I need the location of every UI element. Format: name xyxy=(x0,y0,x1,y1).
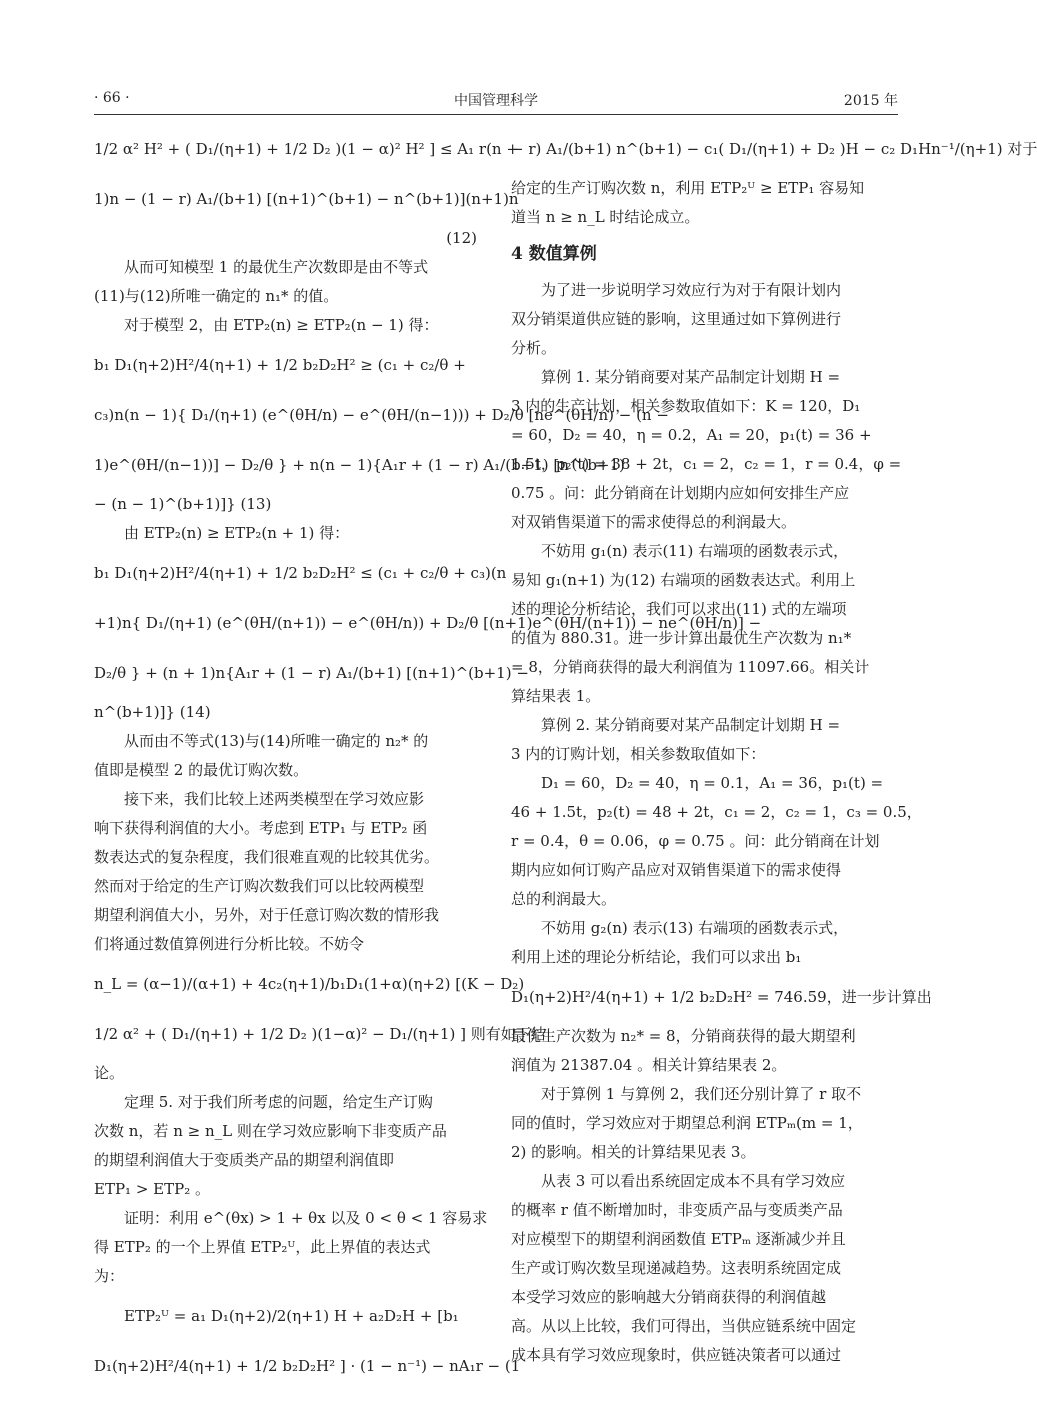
text-line: n^(b+1)]} (14) xyxy=(94,703,211,721)
text-line: 得 ETP₂ 的一个上界值 ETP₂ᵁ，此上界值的表达式 xyxy=(94,1238,431,1256)
text-line: 从而由不等式(13)与(14)所唯一确定的 n₂* 的 xyxy=(124,732,429,750)
text-line: 成本具有学习效应现象时，供应链决策者可以通过 xyxy=(511,1346,842,1364)
text-line: 们将通过数值算例进行分析比较。不妨令 xyxy=(94,935,365,953)
text-line: r = 0.4，θ = 0.06，φ = 0.75 。问：此分销商在计划 xyxy=(511,832,880,850)
text-line: D₂/θ } + (n + 1)n{A₁r + (1 − r) A₁/(b+1) [(n+1)^(b+1) − xyxy=(94,664,529,682)
text-line: 1/2 α² + ( D₁/(η+1) + 1/2 D₂ )(1−α)² − D₁/(η+1) ] 则有如下结 xyxy=(94,1025,546,1043)
text-line: 期望利润值大小，另外，对于任意订购次数的情形我 xyxy=(94,906,440,924)
text-line: 由 ETP₂(n) ≥ ETP₂(n + 1) 得： xyxy=(124,524,350,542)
text-line: 然而对于给定的生产订购次数我们可以比较两模型 xyxy=(94,877,425,895)
text-line: D₁(η+2)H²/4(η+1) + 1/2 b₂D₂H² ] · (1 − n⁻¹) − nA₁r − (1 xyxy=(94,1357,521,1375)
text-line: 述的理论分析结论，我们可以求出(11) 式的左端项 xyxy=(511,600,847,618)
text-line: − (n − 1)^(b+1)]} (13) xyxy=(94,495,272,513)
text-line: 最优生产次数为 n₂* = 8，分销商获得的最大期望利 xyxy=(511,1027,856,1045)
text-line: 同的值时，学习效应对于期望总利润 ETPₘ(m = 1， xyxy=(511,1114,863,1132)
text-line: 1/2 α² H² + ( D₁/(η+1) + 1/2 D₂ )(1 − α)² H² ] ≤ A₁ r(n + xyxy=(94,140,519,158)
text-line: 不妨用 g₁(n) 表示(11) 右端项的函数表示式， xyxy=(541,542,849,560)
text-line: 算例 1. 某分销商要对某产品制定计划期 H = xyxy=(541,368,841,386)
text-line: 算例 2. 某分销商要对某产品制定计划期 H = xyxy=(541,716,841,734)
right-column xyxy=(511,124,1037,1370)
text-line: 1.5t，p₂(t) = 38 + 2t，c₁ = 2，c₂ = 1，r = 0.4，φ = xyxy=(511,455,902,473)
text-line: b₁ D₁(η+2)H²/4(η+1) + 1/2 b₂D₂H² ≤ (c₁ + c₂/θ + c₃)(n xyxy=(94,564,507,582)
text-line: 分析。 xyxy=(511,339,557,357)
journal-title: 中国管理科学 xyxy=(454,93,538,109)
text-line: 的概率 r 值不断增加时，非变质产品与变质类产品 xyxy=(511,1201,843,1219)
text-line: 对双销售渠道下的需求使得总的利润最大。 xyxy=(511,513,797,531)
text-line: 定理 5. 对于我们所考虑的问题，给定生产订购 xyxy=(124,1093,433,1111)
text-line: 响下获得利润值的大小。考虑到 ETP₁ 与 ETP₂ 函 xyxy=(94,819,428,837)
text-line: 2) 的影响。相关的计算结果见表 3。 xyxy=(511,1143,756,1161)
text-line: = 60，D₂ = 40，η = 0.2，A₁ = 20，p₁(t) = 36 + xyxy=(511,426,872,444)
text-line: D₁(η+2)H²/4(η+1) + 1/2 b₂D₂H² = 746.59，进一步计算出 xyxy=(511,988,932,1006)
text-line: 数表达式的复杂程度，我们很难直观的比较其优劣。 xyxy=(94,848,440,866)
text-line: 利用上述的理论分析结论，我们可以求出 b₁ xyxy=(511,948,802,966)
page-number: · 66 · xyxy=(94,90,130,106)
section-heading: 4 数值算例 xyxy=(511,244,597,264)
text-line: 从表 3 可以看出系统固定成本不具有学习效应 xyxy=(541,1172,846,1190)
text-line: 对应模型下的期望利润函数值 ETPₘ 逐渐减少并且 xyxy=(511,1230,846,1248)
text-line: 证明：利用 e^(θx) > 1 + θx 以及 0 < θ < 1 容易求 xyxy=(124,1209,488,1227)
text-line: 接下来，我们比较上述两类模型在学习效应影 xyxy=(124,790,425,808)
text-line: 算结果表 1。 xyxy=(511,687,601,705)
text-line: (12) xyxy=(446,229,477,247)
text-line: 3 内的订购计划，相关参数取值如下： xyxy=(511,745,766,763)
text-line: D₁ = 60，D₂ = 40，η = 0.1，A₁ = 36，p₁(t) = xyxy=(541,774,884,792)
text-line: c₃)n(n − 1){ D₁/(η+1) (e^(θH/n) − e^(θH/(n−1))) + D₂/θ [ne^(θH/n) − (n − xyxy=(94,406,669,424)
running-header xyxy=(94,90,898,110)
text-line: 0.75 。问：此分销商在计划期内应如何安排生产应 xyxy=(511,484,850,502)
text-line: 的期望利润值大于变质类产品的期望利润值即 xyxy=(94,1151,395,1169)
text-line: +1)n{ D₁/(η+1) (e^(θH/(n+1)) − e^(θH/n)) + D₂/θ [(n+1)e^(θH/(n+1)) − ne^(θH/n)] − xyxy=(94,614,762,632)
text-line: = 8，分销商获得的最大利润值为 11097.66。相关计 xyxy=(511,658,870,676)
text-line: 次数 n，若 n ≥ n_L 则在学习效应影响下非变质产品 xyxy=(94,1122,447,1140)
text-line: 润值为 21387.04 。相关计算结果表 2。 xyxy=(511,1056,787,1074)
text-line: 高。从以上比较，我们可得出，当供应链系统中固定 xyxy=(511,1317,857,1335)
text-line: 不妨用 g₂(n) 表示(13) 右端项的函数表示式， xyxy=(541,919,849,937)
text-line: 的值为 880.31。进一步计算出最优生产次数为 n₁* xyxy=(511,629,852,647)
text-line: 总的利润最大。 xyxy=(511,890,617,908)
text-line: (11)与(12)所唯一确定的 n₁* 的值。 xyxy=(94,287,339,305)
text-line: ETP₁ > ETP₂ 。 xyxy=(94,1180,210,1198)
text-line: 本受学习效应的影响越大分销商获得的利润值越 xyxy=(511,1288,827,1306)
text-line: 易知 g₁(n+1) 为(12) 右端项的函数表达式。利用上 xyxy=(511,571,856,589)
text-line: 值即是模型 2 的最优订购次数。 xyxy=(94,761,309,779)
text-line: 道当 n ≥ n_L 时结论成立。 xyxy=(511,208,700,226)
text-line: 3 内的生产计划，相关参数取值如下：K = 120，D₁ xyxy=(511,397,861,415)
text-line: n_L = (α−1)/(α+1) + 4c₂(η+1)/b₁D₁(1+α)(η+2) [(K − D₂) xyxy=(94,975,525,993)
text-line: 双分销渠道供应链的影响，这里通过如下算例进行 xyxy=(511,310,842,328)
text-line: 1)n − (1 − r) A₁/(b+1) [(n+1)^(b+1) − n^(b+1)](n+1)n xyxy=(94,190,519,208)
text-line: 期内应如何订购产品应对双销售渠道下的需求使得 xyxy=(511,861,842,879)
text-line: 从而可知模型 1 的最优生产次数即是由不等式 xyxy=(124,258,429,276)
text-line: 论。 xyxy=(94,1064,125,1082)
text-line: − r) A₁/(b+1) n^(b+1) − c₁( D₁/(η+1) + D₂ )H − c₂ D₁Hn⁻¹/(η+1) 对于 xyxy=(511,140,1037,158)
text-line: 1)e^(θH/(n−1))] − D₂/θ } + n(n − 1){A₁r + (1 − r) A₁/(b+1) [n^(b+1) xyxy=(94,456,625,474)
text-line: ETP₂ᵁ = a₁ D₁(η+2)/2(η+1) H + a₂D₂H + [b₁ xyxy=(124,1307,459,1325)
text-line: 为： xyxy=(94,1267,125,1285)
text-line: 对于算例 1 与算例 2，我们还分别计算了 r 取不 xyxy=(541,1085,862,1103)
text-line: 46 + 1.5t，p₂(t) = 48 + 2t，c₁ = 2，c₂ = 1，c₃ = 0.5， xyxy=(511,803,922,821)
text-line: 为了进一步说明学习效应行为对于有限计划内 xyxy=(541,281,842,299)
text-line: b₁ D₁(η+2)H²/4(η+1) + 1/2 b₂D₂H² ≥ (c₁ + c₂/θ + xyxy=(94,356,466,374)
text-line: 生产或订购次数呈现递减趋势。这表明系统固定成 xyxy=(511,1259,842,1277)
header-rule xyxy=(94,114,898,115)
text-line: 给定的生产订购次数 n，利用 ETP₂ᵁ ≥ ETP₁ 容易知 xyxy=(511,179,865,197)
year-label: 2015 年 xyxy=(843,93,898,109)
text-line: 对于模型 2，由 ETP₂(n) ≥ ETP₂(n − 1) 得： xyxy=(124,316,439,334)
